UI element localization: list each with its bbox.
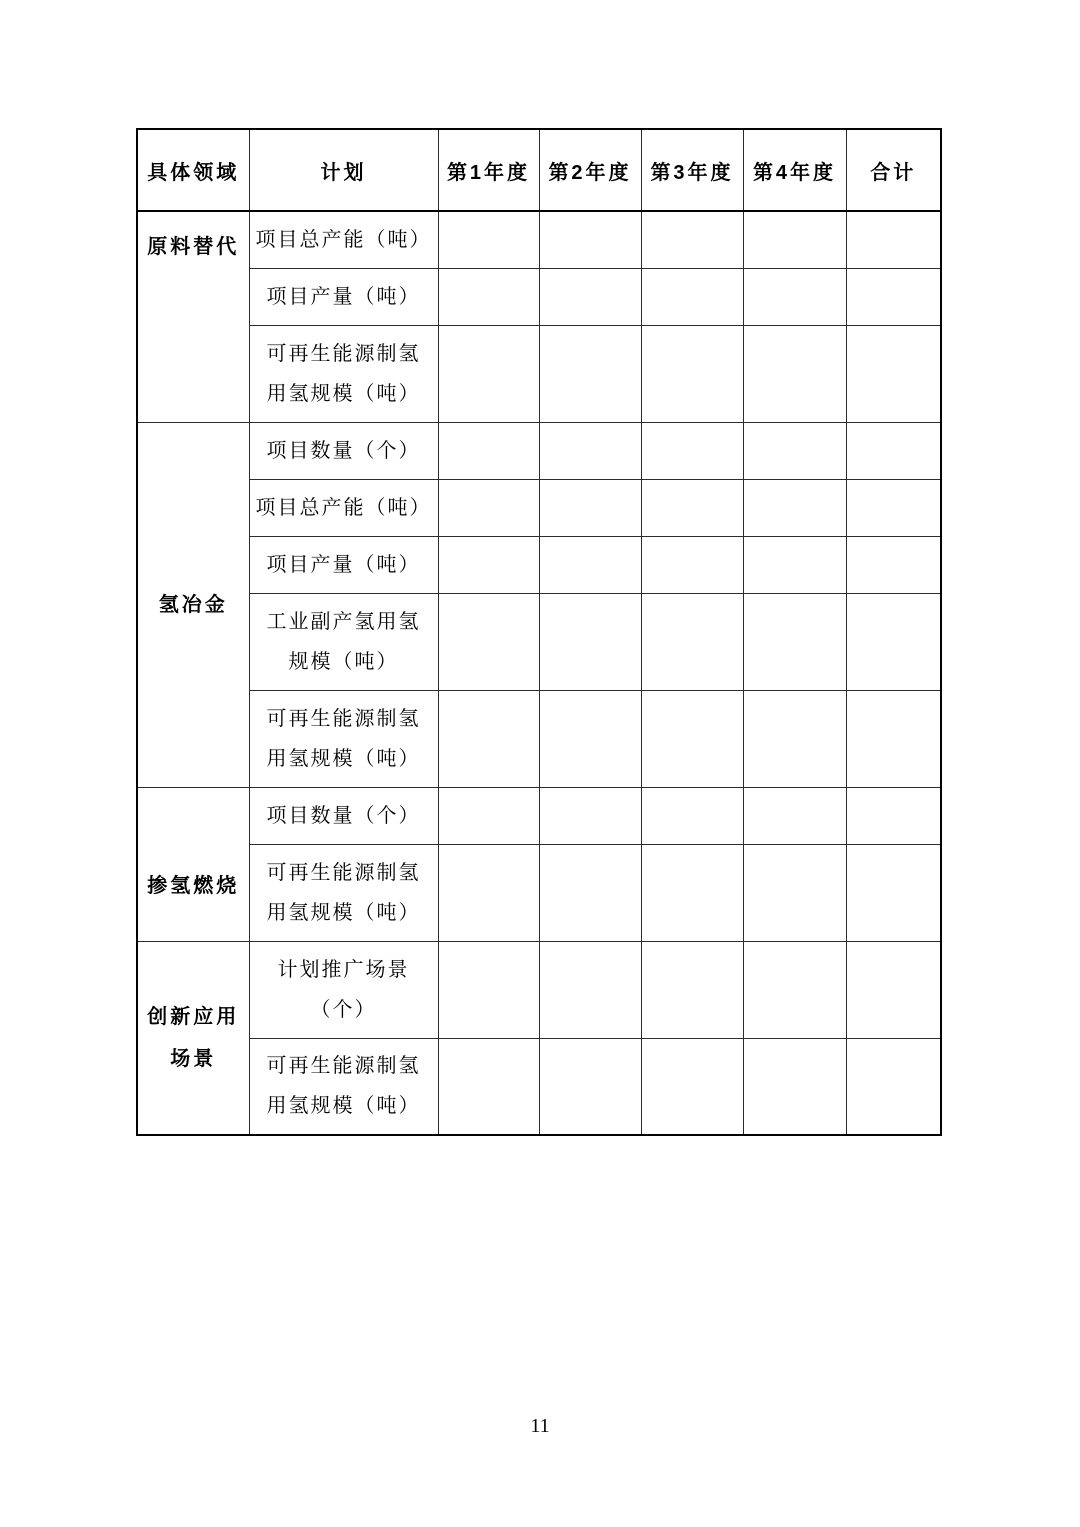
data-cell [641,479,743,536]
data-cell [641,690,743,787]
data-cell [641,268,743,325]
data-cell [539,479,641,536]
plan-cell-line: 项目数量（个） [266,804,421,827]
table-row [137,536,941,593]
table-row [137,325,941,422]
data-cell [438,941,539,1038]
plan-cell [249,844,438,941]
data-cell [846,536,941,593]
plan-cell-line: 用氢规模（吨） [266,1095,421,1118]
data-cell [438,844,539,941]
data-cell [438,422,539,479]
plan-cell [249,536,438,593]
data-cell [743,941,846,1038]
data-cell [846,844,941,941]
plan-cell-line: 可再生能源制氢 [266,342,421,365]
plan-cell-line: 项目产量（吨） [266,553,421,576]
plan-cell [249,1038,438,1135]
group-label-line: 场景 [170,1047,217,1070]
data-cell [743,536,846,593]
data-cell [846,1038,941,1135]
data-cell [539,268,641,325]
data-cell [743,422,846,479]
header-year-2: 第2年度 [539,129,641,211]
data-cell [743,211,846,268]
data-cell [641,211,743,268]
data-cell [641,787,743,844]
page-number: 11 [530,1415,550,1437]
data-cell [438,268,539,325]
data-cell [539,593,641,690]
data-cell [846,593,941,690]
plan-cell [249,479,438,536]
table-row [137,690,941,787]
group-label: 原料替代 [147,236,240,258]
data-cell [539,787,641,844]
group-cell-hydrogen-metallurgy [137,422,249,787]
data-cell [539,211,641,268]
table-row [137,787,941,844]
plan-cell-line: 用氢规模（吨） [266,901,421,924]
group-label: 氢冶金 [158,593,228,616]
table-row [137,941,941,1038]
plan-cell [249,690,438,787]
data-cell [539,536,641,593]
group-cell-raw-material-substitution [137,211,249,422]
data-cell [846,941,941,1038]
data-cell [438,1038,539,1135]
table-row [137,268,941,325]
plan-cell-line: 工业副产氢用氢 [266,610,421,633]
plan-cell-line: 用氢规模（吨） [266,382,421,405]
header-year-4: 第4年度 [743,129,846,211]
data-cell [846,325,941,422]
plan-cell [249,941,438,1038]
data-cell [641,536,743,593]
plan-cell-line: 用氢规模（吨） [266,747,421,770]
data-cell [743,1038,846,1135]
table-row [137,422,941,479]
data-cell [846,787,941,844]
header-row [137,129,941,211]
data-cell [846,479,941,536]
plan-cell-line: 项目总产能（吨） [255,496,432,519]
data-cell [846,422,941,479]
data-cell [641,941,743,1038]
data-cell [641,325,743,422]
data-cell [539,690,641,787]
header-total: 合计 [846,129,941,211]
data-cell [743,690,846,787]
plan-table [136,128,942,1136]
plan-cell-line: 项目总产能（吨） [255,228,432,251]
data-cell [539,1038,641,1135]
table-row [137,844,941,941]
group-label: 掺氢燃烧 [147,875,240,897]
data-cell [438,211,539,268]
plan-cell-line: 可再生能源制氢 [266,707,421,730]
table-row [137,593,941,690]
plan-cell-line: 规模（吨） [288,650,399,673]
data-cell [846,211,941,268]
data-cell [743,844,846,941]
plan-cell-line: 可再生能源制氢 [266,1055,421,1078]
data-cell [743,268,846,325]
group-cell-innovative-application-scenarios [137,941,249,1135]
plan-cell-line: 可再生能源制氢 [266,861,421,884]
table-row [137,211,941,268]
data-cell [539,844,641,941]
data-cell [743,479,846,536]
data-cell [438,787,539,844]
plan-cell [249,787,438,844]
plan-cell [249,268,438,325]
table-row [137,1038,941,1135]
plan-cell [249,325,438,422]
plan-cell-line: （个） [310,998,377,1021]
data-cell [539,422,641,479]
data-cell [438,325,539,422]
data-cell [539,941,641,1038]
data-cell [641,844,743,941]
data-cell [846,268,941,325]
group-label-line: 创新应用 [147,1005,240,1028]
data-cell [846,690,941,787]
data-cell [743,593,846,690]
plan-cell-line: 项目产量（吨） [266,285,421,308]
table-row [137,479,941,536]
plan-cell [249,593,438,690]
header-year-1: 第1年度 [438,129,539,211]
header-year-3: 第3年度 [641,129,743,211]
data-cell [438,479,539,536]
plan-cell-line: 项目数量（个） [266,439,421,462]
data-cell [641,593,743,690]
data-cell [641,422,743,479]
group-cell-hydrogen-blending-combustion [137,787,249,941]
data-cell [438,593,539,690]
header-specific-field: 具体领域 [137,129,249,211]
plan-cell [249,211,438,268]
plan-cell-line: 计划推广场景 [277,958,410,981]
data-cell [641,1038,743,1135]
data-cell [438,536,539,593]
data-cell [743,787,846,844]
header-plan: 计划 [249,129,438,211]
data-cell [743,325,846,422]
data-cell [539,325,641,422]
data-cell [438,690,539,787]
plan-cell [249,422,438,479]
